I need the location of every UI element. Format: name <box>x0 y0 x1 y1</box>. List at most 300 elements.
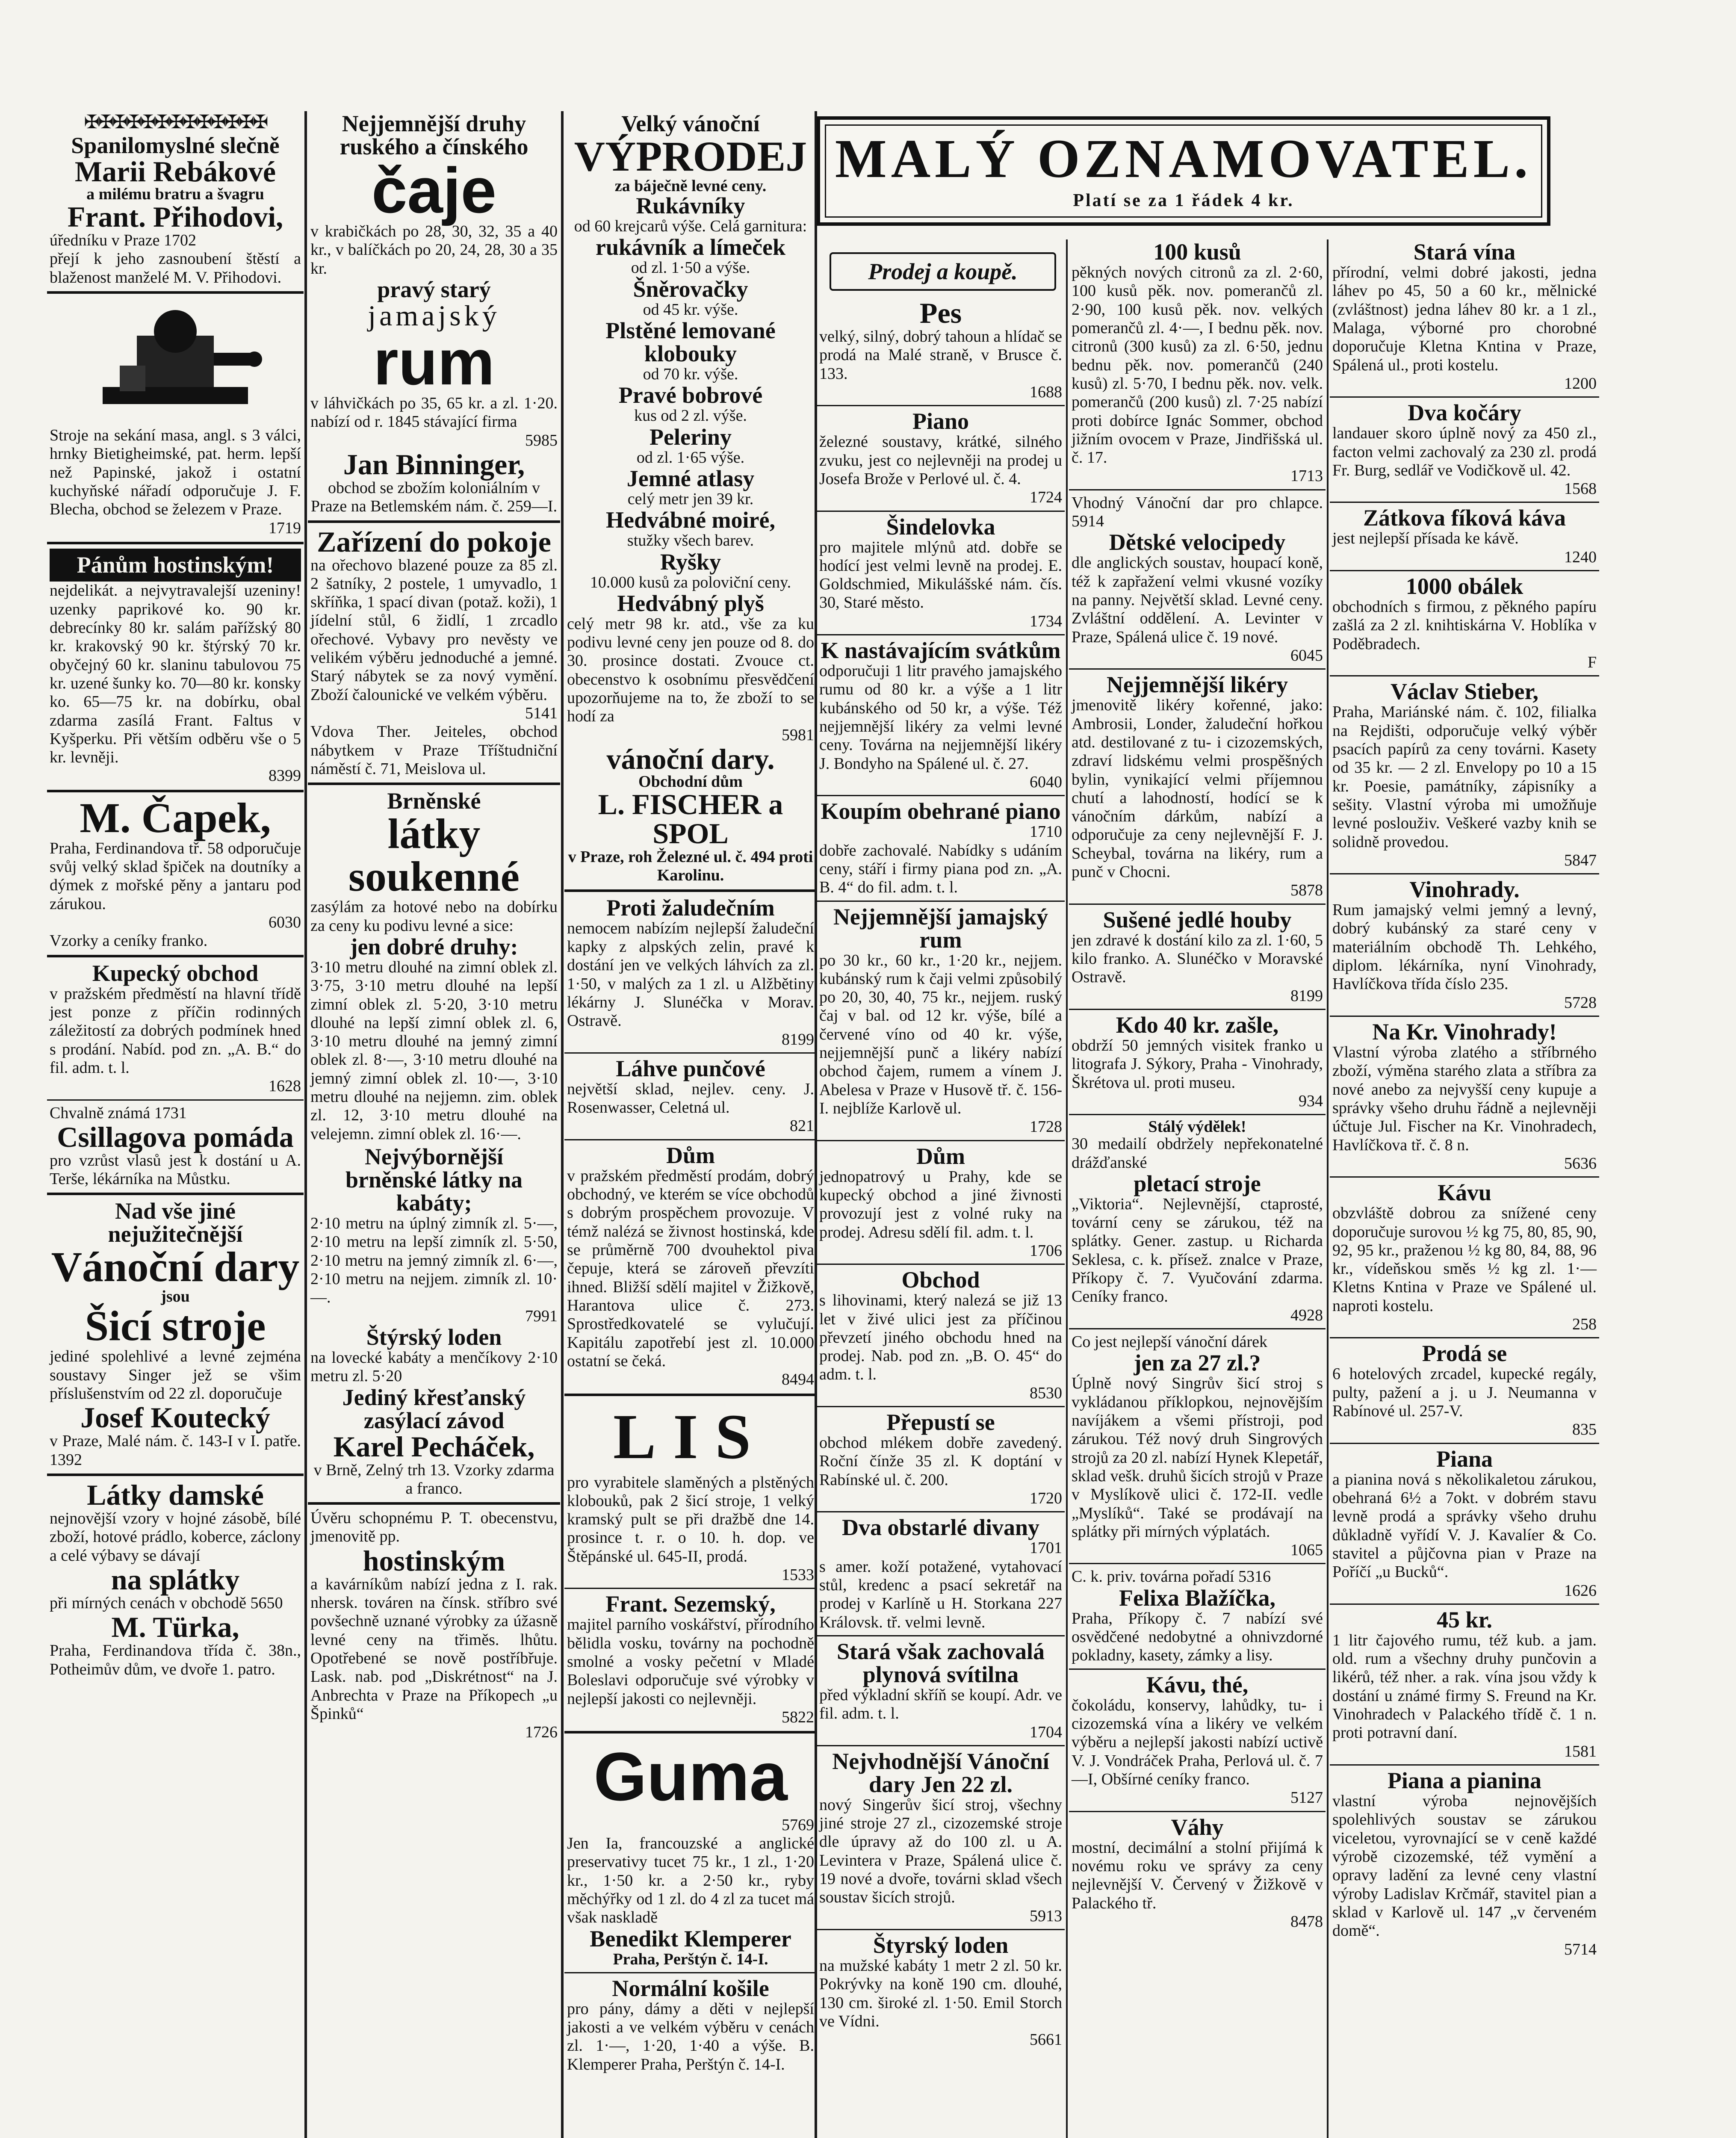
ad-title: Zařízení do pokoje <box>317 525 551 558</box>
ad-body: obchodních s firmou, z pěkného papíru zašlá za 2 zl. knihtiskárna V. Hoblíka v Poděbradech. <box>1332 598 1597 653</box>
ad-number: 1065 <box>1290 1541 1323 1559</box>
ad-svitilna <box>817 1639 1065 1742</box>
ad-title: pletací stroje <box>1134 1170 1261 1196</box>
ad-head: Nejvhodnější Vánoční dary Jen 22 zl. <box>832 1748 1049 1797</box>
ad-number: 1533 <box>782 1566 814 1584</box>
ad-body: 2·10 metru na úplný zimník zl. 5·—, 2·10 metru na lepší zimník zl. 5·50, 2·10 metru na jemný zimník zl. 6·—, 2·10 metru na nejjem. zimník zl. 10·—. <box>310 1214 558 1307</box>
ad-number: 8494 <box>782 1370 814 1389</box>
ad-hostinskym <box>308 1508 560 1742</box>
ad-head: Stará však zachovalá plynová svítilna <box>837 1638 1045 1687</box>
ad-text: jediné spolehlivé a levné zejména soustavy Singer jež se všim příslušenstvím od 22 zl. doporučuje <box>50 1347 301 1403</box>
ad-body: nejdelikát. a nejvytravalejší uzeniny! uzenky paprikové ko. 90 kr. debrecínky 80 kr. salám pařížský 80 kr. krakovský 90 kr. štýrský 70 kr. obyčejný 60 kr. slaninu tabulovou 75 kr. uzené šunky ko. 70—80 kr. konsky ko. 65—75 kr. na dobírku, obal zdarma zasílá Frant. Faltus v Kyšperku. Při větším odběru vše o 5 kr. levněji. <box>50 582 301 767</box>
sale-item-text: od 70 kr. výše. <box>643 365 738 383</box>
ad-body: landauer skoro úplně nový za 450 zl., facton velmi zachovalý za 230 zl. prodá Fr. Burg, sedlář ve Vodičkově ul. 42. <box>1332 424 1597 479</box>
ad-title: Jediný křesťanský zasýlací závod <box>342 1384 526 1433</box>
ad-number: 5981 <box>782 726 814 744</box>
ad-vahy <box>1069 1815 1326 1932</box>
ad-title: Šicí stroje <box>85 1302 266 1350</box>
ad-signature: Benedikt Klemperer <box>590 1925 791 1952</box>
ad-title: jen za 27 zl.? <box>1134 1350 1261 1376</box>
ad-body: největší sklad, nejlev. ceny. J. Rosenwasser, Celetná ul. <box>567 1080 814 1117</box>
ad-title: jen dobré druhy: <box>350 933 518 960</box>
ad-kr-vinohrady <box>1330 1019 1599 1174</box>
ad-title: Frant. Přihodovi, <box>67 201 283 233</box>
sale-item-name: Peleriny <box>650 424 732 450</box>
ad-obalky <box>1330 574 1599 673</box>
ad-kavu <box>1330 1180 1599 1335</box>
ad-signature: Karel Pecháček, <box>333 1430 535 1463</box>
ad-blazicek <box>1069 1567 1326 1666</box>
ad-body: jest nejlepší přísada ke kávě. <box>1332 529 1519 548</box>
ad-head: Šindelovka <box>886 514 995 540</box>
ad-number: 1200 <box>1564 374 1597 393</box>
ad-signature: L. FISCHER a SPOL <box>598 788 783 850</box>
column-rule <box>1066 239 1068 2138</box>
ad-number: 8199 <box>1290 986 1323 1005</box>
ad-title: pravý starý <box>377 276 491 302</box>
ad-signature: Jan Binninger, <box>343 448 525 481</box>
ad-head: Látky damské <box>87 1479 264 1512</box>
sale-item-name: Jemné atlasy <box>626 465 755 491</box>
column-rule <box>1327 239 1329 2138</box>
ad-head: Sušené jedlé houby <box>1103 907 1292 933</box>
ad-body: Vhodný Vánoční dar pro chlapce. <box>1072 493 1323 512</box>
ad-loden <box>817 1933 1065 2050</box>
ad-number: 1240 <box>1564 548 1597 566</box>
ad-head: C. k. priv. továrna pořadí <box>1072 1568 1234 1586</box>
ad-text: přejí k jeho zasnoubení štěstí a blaženost manželé M. V. Přihodovi. <box>50 250 301 286</box>
ad-text: Vdova Ther. Jeiteles, obchod nábytkem v Praze Tříštudniční náměstí č. 71, Meislova ul. <box>310 723 558 778</box>
ad-number: 5822 <box>782 1708 814 1726</box>
ad-number: 1628 <box>269 1077 301 1096</box>
sale-item-text: od zl. 1·65 výše. <box>636 448 745 467</box>
ad-body: jsou <box>161 1288 190 1306</box>
ad-body: pro pány, dámy a děti v nejlepší jakosti a ve velkém výběru v cenách zl. 1·—, 1·20, 1·40 a výše. B. Klemperer Praha, Perštýn č. 14-I. <box>567 1999 814 2073</box>
ad-number: 934 <box>1299 1092 1323 1110</box>
ad-number: 8530 <box>1030 1384 1062 1402</box>
ad-text: při mírných cenách v obchodě <box>50 1594 247 1612</box>
sale-item-text: od zl. 1·50 a výše. <box>631 259 750 277</box>
ad-fischer-vyprodej <box>564 111 817 886</box>
ad-number: 5127 <box>1290 1789 1323 1807</box>
ad-head: Piano <box>912 408 969 434</box>
ad-number: 1704 <box>1030 1723 1062 1741</box>
ad-body: Stroje na sekání masa, angl. s 3 válci, hrnky Bietigheimské, pat. herm. lepší než Papinské, jakož i ostatní kuchyňské nářadí odporučuje J. F. Blecha, obchod se železem v Praze. <box>50 426 301 519</box>
ad-body: přírodní, velmi dobré jakosti, jedna láhev po 45, 50 a 60 kr., mělnické (zvláštnost) jedna láhev 80 kr. a 1 zl., Malaga, výborné pro chorobné doporučuje Kletna Kntina v Praze, Spálená ul., proti kostelu. <box>1332 263 1597 374</box>
ad-body: majitel parního voskářství, přírodního bělidla vosku, továrny na pochodně smolné a vosky pečetní v Mladé Boleslavi odporučuje své výrobky v nejlepší jakosti co nejlevněji. <box>567 1615 814 1708</box>
ad-body: 6 hotelových zrcadel, kupecké regály, pulty, pažení a j. u J. Neumanna v Rabínové ul. 257-V. <box>1332 1365 1597 1420</box>
ad-visitky <box>1069 1013 1326 1111</box>
ad-body: pěkných nových citronů za zl. 2·60, 100 kusů pěk. nov. pomerančů zl. 2·90, 100 kusů pěk. nov. velkých pomerančů zl. 4·—, I bednu pěk. nov. citronů (300 kusů) za zl. 6·50, jednu bednu pěk. nov. pomerančů (240 kusů) zl. 5·70, I bednu pěk. nov. velk. pomerančů (200 kusů) zl. 7·25 nabízí proti dobírce Ignác Sommer, obchod jižním ovocem v Praze, Jindřišská ul. č. 17. <box>1072 263 1323 467</box>
sale-item-name: Hedvábný plyš <box>617 590 764 616</box>
ad-title: Csillagova pomáda <box>57 1120 294 1153</box>
ad-title: brněnské látky na kabáty; <box>345 1167 523 1216</box>
ad-title: Vánoční dary <box>51 1243 300 1291</box>
ad-number: 1720 <box>1030 1489 1062 1507</box>
sale-item-text: celý metr 98 kr. atd., vše za ku podivu levné ceny jen pouze od 8. do 30. prosince dostati. Zvouce ct. obecenstvo k osobnímu přesvědčení upozorňujeme na to, že zboží to se hodí za <box>567 614 814 726</box>
ad-guma <box>564 1737 817 1970</box>
ad-head: Kávu <box>1437 1180 1492 1206</box>
ad-body: Praha, Mariánské nám. č. 102, filialka na Rejdišti, odporučuje velký výběr psacích papírů za ceny továrni. Kasety od 35 kr. — 2 zl. Envelopy po 10 a 15 kr. Poesie, památníky, zápisníky a sešity. Vlastní výroba mi umožňuje levné poslouživ. Veškeré vazby knih se solidně provedou. <box>1332 703 1597 851</box>
ad-head: Na Kr. Vinohrady! <box>1372 1019 1557 1045</box>
ad-45kr <box>1330 1607 1599 1762</box>
ad-jamajsky-rum <box>817 904 1065 1137</box>
ad-number: 5769 <box>782 1816 814 1834</box>
ad-koutecky <box>47 1199 304 1470</box>
ad-piana <box>1330 1447 1599 1601</box>
sale-item-text: od 60 krejcarů výše. Celá garnitura: <box>574 217 807 235</box>
ad-number: 5914 <box>1072 512 1104 531</box>
sale-item-name: Plstěné lemované klobouky <box>605 317 776 366</box>
classifieds-column-3 <box>1330 239 1599 2138</box>
ad-number: 1728 <box>1030 1118 1062 1136</box>
ad-body: Praha, Ferdinandova tř. 58 odporučuje svůj velký sklad špiček na doutníky a dýmek z mořské pěny a jantaru pod zárukou. <box>50 839 301 913</box>
ad-number: 1701 <box>1030 1539 1062 1557</box>
ad-body: nový Singerův šicí stroj, všechny jiné stroje 27 zl., cizozemské stroje dle úpravy až do 100 zl. u A. Levintera v Praze, Spálená ulice č. 19 nové a dvoře, továrni sklad všech soustav šicích strojů. <box>819 1795 1062 1907</box>
ad-kosile <box>564 1976 817 2075</box>
ad-body: nejnovější vzory v hojné zásobě, bílé zboží, hotové prádlo, koberce, záclony a celé výbavy se dávají <box>50 1509 301 1565</box>
ad-latky-soukenne <box>308 788 560 1144</box>
ad-text: Praha, Perštýn č. 14-I. <box>613 1950 768 1968</box>
ad-number: 1568 <box>1564 480 1597 498</box>
ad-title: na splátky <box>111 1563 240 1596</box>
ad-number: 1392 <box>50 1450 82 1469</box>
ad-title: hostinským <box>363 1544 505 1577</box>
ad-number: 821 <box>790 1117 814 1135</box>
ad-title: M. Čapek, <box>80 794 271 842</box>
ad-body: velký, silný, dobrý tahoun a hlídač se prodá na Malé straně, v Brusce č. 133. <box>819 328 1062 383</box>
ad-number: 5316 <box>1238 1568 1271 1586</box>
ad-head: Láhve punčové <box>616 1055 765 1081</box>
ad-body: pro vyrabitele slaměných a plstěných klobouků, pak 2 šicí stroje, 1 velký kramský pult se při dražbě dne 14. prosince t. r. o 10. h. dop. ve Štěpánské ul. 645-II, prodá. <box>567 1473 814 1565</box>
ad-body: před výkladní skříň se koupí. Adr. ve fil. adm. t. l. <box>819 1686 1062 1723</box>
ad-text: 3·10 metru dlouhé na zimní oblek zl. 3·75, 3·10 metru dlouhé na lepší zimní oblek zl. 5·20, 3·10 metru dlouhé na lepší zimní oblek zl. 6, 3·10 metru dlouhé na jemný zimní oblek zl. 8·—, 3·10 metru dlouhé na jemný zimní oblek zl. 10·—, 3·10 metru dlouhé na nejjemn. zim. oblek zl. 12, 3·10 metru dlouhé na velejemn. zimní oblek zl. 16·—. <box>310 958 558 1143</box>
ad-head: Pes <box>919 297 962 329</box>
ad-pechacek <box>308 1144 560 1499</box>
ad-koupim-piano <box>817 799 1065 898</box>
ad-number: 5650 <box>250 1594 283 1612</box>
ad-head: Přepustí se <box>886 1409 995 1435</box>
ad-title: LIS <box>613 1401 768 1472</box>
ad-body: Úvěru schopnému P. T. obecenstvu, jmenovitě pp. <box>310 1509 558 1546</box>
ad-sezemsky <box>564 1592 817 1728</box>
classifieds-banner <box>817 116 1550 226</box>
classifieds-column-1 <box>817 239 1065 2138</box>
ad-head: Nejjemnější druhy ruského a čínského <box>340 111 528 159</box>
column-1 <box>47 111 304 2138</box>
ad-likery <box>1069 672 1326 901</box>
ad-kupecky-obchod <box>47 961 304 1097</box>
ad-head: 1000 obálek <box>1405 573 1523 599</box>
ad-dum-u-prahy <box>817 1144 1065 1261</box>
ad-body: Chvalně známá <box>50 1104 151 1122</box>
banner-subtitle: Platí se za 1 řádek 4 kr. <box>1073 191 1294 210</box>
ad-kavu-the <box>1069 1672 1326 1808</box>
ad-number: 1626 <box>1564 1581 1597 1600</box>
ad-number: 7991 <box>525 1307 558 1325</box>
ad-title: látky soukenné <box>348 810 520 901</box>
ad-head: Dva obstarlé divany <box>841 1515 1040 1541</box>
sale-items <box>567 194 814 726</box>
ad-number: 4928 <box>1290 1306 1323 1324</box>
sale-item-text: stužky všech barev. <box>627 532 754 550</box>
ad-number: 258 <box>1572 1315 1597 1334</box>
ad-jeiteles <box>308 526 560 780</box>
ad-title: VÝPRODEJ <box>574 133 807 180</box>
ad-pes <box>817 298 1065 402</box>
ad-svatkum <box>817 638 1065 792</box>
ad-body: za báječně levné ceny. <box>614 177 767 195</box>
ad-vinohrady <box>1330 877 1599 1013</box>
ad-body: zasýlám za hotové nebo na dobírku za ceny ku podivu levné a sice: <box>310 898 558 935</box>
ad-head: Velký vánoční <box>621 111 760 136</box>
column-rule <box>561 111 564 2138</box>
ad-head: Prodá se <box>1422 1341 1507 1367</box>
ad-body: na mužské kabáty 1 metr 2 zl. 50 kr. Pokrývky na koně 190 cm. dlouhé, 130 cm. široké zl. 1·50. Emil Storch ve Vídni. <box>819 1957 1062 2030</box>
ad-body: v pražském předměstí prodám, dobrý obchodný, ve kterém se více obchodů s dobrým prospěchem provozuje. V témž nalézá se živnost hostinská, kde se průměrně 700 dvouhektol piva čepuje, která se zároveň převzíti ihned. Bližší sdělí majitel v Žižkově, Harantova ulice č. 273. Sprostředkovatelé se vylučují. Kapitálu zapotřebí jest zl. 10.000 ostatní se čeká. <box>567 1166 814 1370</box>
ad-body: s lihovinami, který nalezá se již 13 let v živé ulici jest za příčinou převzetí jiného obchodu hned na prodej. Nab. pod zn. „B. O. 45“ do adm. t. l. <box>819 1291 1062 1384</box>
ad-head: Piana a pianina <box>1387 1768 1542 1793</box>
ad-number: 5985 <box>525 431 558 449</box>
ad-faltus <box>47 548 304 786</box>
ad-head: Normální košile <box>612 1975 769 2001</box>
ad-head: Kdo 40 kr. zašle, <box>1116 1012 1279 1038</box>
ad-body: železné soustavy, krátké, silného zvuku, jest co nejlevněji na prodej u Josefa Brože v Perlové ul. č. 4. <box>819 433 1062 488</box>
ad-head: Dům <box>916 1143 965 1169</box>
ad-number: 1702 <box>163 231 196 249</box>
ad-number: 1688 <box>1030 383 1062 401</box>
ad-capek <box>47 796 304 951</box>
ad-number: 1726 <box>525 1723 558 1742</box>
ad-head: Váhy <box>1171 1814 1224 1840</box>
ad-head: 45 kr. <box>1436 1606 1493 1633</box>
ad-text: „Viktoria“. Nejlevnější, ctaprosté, tovární ceny se zárukou, též na splátky. Gener. zastup. u Richarda Seklesa, c. k. přísež. znalce v Praze, Příkopy č. 7. Vyučování zdarma. Ceníky franco. <box>1072 1195 1323 1306</box>
ad-text: v Praze, Malé nám. č. 143-I v I. patře. <box>50 1432 301 1450</box>
ad-number: 5847 <box>1564 851 1597 869</box>
ad-text: pro vzrůst vlasů jest k dostání u A. Terše, lékárníka na Můstku. <box>50 1151 301 1188</box>
ad-body: 1 litr čajového rumu, též kub. a jam. old. rum a všechny druhy punčovin a likérů, též nher. a rak. vína jsou vždy k dostání u známé firmy S. Freund na Kr. Vinohradech v Palackého třídě č. 1 n. proti potravní daní. <box>1332 1631 1597 1742</box>
ad-text: Vzorky a ceníky franko. <box>50 932 208 950</box>
ad-divany <box>817 1515 1065 1633</box>
ad-number: 5636 <box>1564 1154 1597 1172</box>
ad-head: Kupecký obchod <box>92 960 259 986</box>
ad-title: vánoční dary. <box>606 743 775 775</box>
ad-head: Frant. Sezemský, <box>605 1591 776 1617</box>
sale-item-text: celý metr jen 39 kr. <box>627 490 754 508</box>
ad-number: 1731 <box>154 1104 187 1122</box>
ad-title: Marii Rebákové <box>74 155 276 188</box>
ad-number: 5141 <box>525 704 558 722</box>
ad-head: Stará vína <box>1413 239 1516 265</box>
ad-text: dle anglických soustav, houpací koně, též k zapřažení velmi vkusné vozíky na panny. Největší sklad. Levné ceny. Zvláštní oddělení. A. Levinter v Praze, Spálená ulice č. 19 nové. <box>1072 554 1323 646</box>
ad-citrony <box>1069 239 1326 487</box>
ad-lahve <box>564 1056 817 1137</box>
ornament-border: ✠✠✠✠✠✠✠✠✠✠✠✠✠ <box>84 112 267 133</box>
ad-lis <box>564 1400 817 1586</box>
sale-item-name: Pravé bobrové <box>618 382 763 408</box>
ad-number: 8199 <box>782 1030 814 1048</box>
ad-signature: Josef Koutecký <box>80 1401 270 1434</box>
sale-item-name: Hedvábné moiré, <box>606 507 775 533</box>
ad-text: obchod se zbožím koloniálním v Praze na Betlemském nám. č. 259—I. <box>310 478 558 516</box>
ad-proda-se <box>1330 1341 1599 1440</box>
ad-body: a milému bratru a švagru <box>86 185 264 203</box>
ad-head: Stálý výdělek! <box>1148 1118 1246 1136</box>
ad-fikova-kava <box>1330 505 1599 567</box>
ad-head: Proti žaludečním <box>606 895 775 921</box>
ad-body: jednopatrový u Prahy, kde se kupecký obchod a jiné živnosti provozují jest z volné ruky na prodej. Adresu sdělí fil. adm. t. l. <box>819 1167 1062 1241</box>
ad-number: 8399 <box>269 767 301 785</box>
ad-body: čokoládu, konservy, lahůdky, tu- i cizozemská vína a likéry ve velkém výběru a nejlepší jakosti nabízí uctivě V. J. Vondráček Praha, Perlová ul. č. 7—I, Obšírné ceníky franco. <box>1072 1696 1323 1788</box>
ad-number: 5714 <box>1564 1940 1597 1958</box>
sale-item-name: Rukávníky <box>636 193 745 219</box>
ad-title: Guma <box>593 1738 788 1815</box>
ad-title: rum <box>373 326 495 398</box>
ad-head: K nastávajícím svátkům <box>821 638 1061 664</box>
classifieds-column-2 <box>1069 239 1326 2138</box>
ad-head: Nejvýbornější <box>365 1144 503 1169</box>
ad-body: obchod mlékem dobře zavedený. Roční čínže 35 zl. K doptání v Rabínské ul. č. 200. <box>819 1434 1062 1489</box>
ad-head: Piana <box>1436 1446 1493 1472</box>
ad-engagement <box>47 133 304 288</box>
ad-head: Brněnské <box>387 788 481 814</box>
column-rule <box>304 111 307 2138</box>
ad-body: Úplně nový Singrův šicí stroj s vykládanou příklopkou, nejnovějším navíjákem a všemi přístroji, pod zárukou. Též nový druh Singrových strojů za 20 zl. nabízí Hynek Klepetář, sklad vešk. druhů šicích strojů v Praze v Myslíkově ulici č. 172-II. vedle „Myslíků“. Také se prodávají na splátky při mírných výplatách. <box>1072 1374 1323 1541</box>
ad-head: Václav Stieber, <box>1391 679 1538 705</box>
ad-blecha <box>47 425 304 538</box>
ad-binninger <box>308 111 560 517</box>
ad-signature: M. Türka, <box>111 1611 239 1644</box>
ad-head: Nejjemnější jamajský rum <box>833 904 1048 953</box>
ad-body: a pianina nová s několikaletou zárukou, obehraná 6½ a 7okt. v dobrém stavu levně prodá a správky všeho druhu důkladně vyřídí V. J. Kavalíer & Co. stavitel a půjčovna pian v Praze na Poříčí „u Bucků“. <box>1332 1470 1597 1581</box>
ad-body: odporučuji 1 litr pravého jamajského rumu od 80 kr. a výše a 1 litr kubánského od 50 kr, a výše. Též nejjemnější likéry za velmi levné ceny. Továrna na nejjemnější likéry J. Bondyho na Spálené ul. č. 27. <box>819 662 1062 773</box>
ad-sindelovka <box>817 514 1065 632</box>
ad-obchod <box>817 1267 1065 1403</box>
ad-title: Štýrský loden <box>366 1324 502 1350</box>
ad-number: 1724 <box>1030 488 1062 507</box>
ad-number: 1710 <box>1030 823 1062 841</box>
ad-text: a kavárníkům nabízí jedna z I. rak. nhersk. továren na čínsk. stříbro své povšechně uznané výrobky za úžasně levné ceny na třiměs. lhůtu. Opotřebené se nově postříbřuje. Lask. nab. pod „Diskrétnost“ na J. Anbrechta v Praze na Příkopech „u Špinků“ <box>310 1575 558 1723</box>
ad-head: Zátkova fíková káva <box>1363 505 1566 531</box>
ad-head: 100 kusů <box>1153 239 1241 265</box>
ad-body: obdrží 50 jemných visitek franko u litografa J. Sýkory, Praha - Vinohrady, Škrétova ul. proti museu. <box>1072 1036 1323 1092</box>
ad-27zl <box>1069 1332 1326 1560</box>
ad-turka <box>47 1479 304 1680</box>
ad-head: Dva kočáry <box>1408 400 1521 426</box>
ad-houby <box>1069 907 1326 1006</box>
ad-number: 5661 <box>1030 2031 1062 2049</box>
ad-body: na ořechovo blazené pouze za 85 zl. 2 šatníky, 2 postele, 1 umyvadlo, 1 skříňka, 1 spací divan (potaž. koži), 1 jídelní stůl, 6 židlí, 1 zrcadlo ořechové. Vybavy pro nevěsty ve velikém výběru jednoduché a jemné. Starý nábytek se za nový vymění. Zboží čalounické ve velkém výběru. <box>310 556 558 704</box>
ad-title: Felixa Blažíčka, <box>1119 1585 1275 1611</box>
ad-head: Dům <box>666 1142 715 1168</box>
ad-zaludecni <box>564 895 817 1050</box>
sale-item-name: Šněrovačky <box>633 276 748 302</box>
ad-head: Nad vše jiné nejužitečnější <box>108 1198 243 1247</box>
ad-title: čaje <box>372 154 496 226</box>
ad-body: jmenovitě likéry kořenné, jako: Ambrosii, Londer, žaludeční hořkou atd. destilované z tu- i cizozemských, zdraví lidskému velmi prospěšných bylin, vynikající velmi příjemnou chutí a lahodností, hodící se k vánočním dárkům, nabízí a odporučuje za ceny nejlevnější F. J. Scheybal, továrna na likéry, rum a punč v Chocni. <box>1072 696 1323 881</box>
sale-item-name: Ryšky <box>660 549 721 575</box>
ad-number: 1734 <box>1030 612 1062 630</box>
sale-item-name: rukávník a límeček <box>595 234 786 260</box>
ad-number: 6040 <box>1030 773 1062 791</box>
ad-stieber <box>1330 679 1599 871</box>
ad-number: 1581 <box>1564 1742 1597 1760</box>
ad-body: Rum jamajský velmi jemný a levný, dobrý kubánský za staré ceny v materiálním obchodě Th. Lehkého, diplom. lékárníka, nyní Vinohrady, Havlíčkova třída číslo 235. <box>1332 901 1597 993</box>
ad-number: 5728 <box>1564 993 1597 1012</box>
ad-number: 1706 <box>1030 1241 1062 1260</box>
ad-head: Obchod <box>901 1267 980 1293</box>
ad-body: po 30 kr., 60 kr., 1·20 kr., nejjem. kubánský rum k čaji velmi způsobilý po 20, 30, 40, 75 kr., nejjem. ruský čaj v bal. od 12 kr. výše, bílé a červené víno od 40 kr. výše, nejjemnější punč a likéry nabízí obchod čajem, rumem a vínem J. Abelesa v Praze v Husově tř. č. 156-I. nejblíže Karlově ul. <box>819 951 1062 1117</box>
ad-title: jamajský <box>368 299 500 332</box>
ad-dum <box>564 1143 817 1390</box>
ad-head: Spanilomyslné slečně <box>71 133 280 158</box>
ad-head: Vinohrady. <box>1409 877 1520 903</box>
ad-text: v Praze, roh Železné ul. č. 494 proti Karolinu. <box>568 848 813 885</box>
ad-prepusti <box>817 1410 1065 1509</box>
ad-number: 8478 <box>1290 1912 1323 1931</box>
ad-head: Dětské velocipedy <box>1109 529 1286 555</box>
ad-body: Vlastní výroba zlatého a stříbrného zboží, výměna starého zlata a stříbra za nové anebo za nejvyšší ceny kupuje a správky všeho druhu řádně a nejlevněji účtuje Jul. Fischer na Kr. Vinohradech, Havlíčkova tř. č. 8 n. <box>1332 1043 1597 1154</box>
sale-item-text: od 45 kr. výše. <box>643 300 738 319</box>
ad-piano <box>817 409 1065 508</box>
meat-grinder-icon <box>86 301 265 421</box>
ad-text: Obchodní dům <box>638 773 743 791</box>
ad-body: v pražském předměstí na hlavní třídě jest ponze z příčin rodinných záležitostí za dobrých podmínek hned s prodání. Nabíd. pod zn. „A. B.“ do fil. adm. t. l. <box>50 984 301 1077</box>
ad-stara-vina <box>1330 239 1599 394</box>
ad-body: Praha, Příkopy č. 7 nabízí své osvědčené nedobytné a ohnivzdorné pokladny, kasety, zámky a lisy. <box>1072 1609 1323 1665</box>
sale-item-text: kus od 2 zl. výše. <box>634 407 747 425</box>
ad-body: jen zdravé k dostání kilo za zl. 1·60, 5 kilo franko. A. Slunéčko v Moravské Ostravě. <box>1072 931 1323 986</box>
ad-text: v Brně, Zelný trh 13. Vzorky zdarma a franco. <box>313 1461 555 1497</box>
ad-body: s amer. koží potažené, vytahovací stůl, kredenc a psací sekretář na prodej v Karlíně u H. Storkana 227 Královsk. tř. velmi levně. <box>819 1557 1062 1631</box>
ad-body: Jen Ia, francouzské a anglické preservativy tucet 75 kr., 1 zl., 1·20 kr., 1·50 kr. a 2·50 kr., ryby měchýřky od 1 zl. do 4 zl za tucet má však naskladě <box>567 1834 814 1927</box>
ad-number: 6045 <box>1290 646 1323 664</box>
ad-number: 1713 <box>1290 467 1323 485</box>
ad-body: dobře zachovalé. Nabídky s udáním ceny, stáří i firmy piana pod zn. „A. B. 4“ do fil. adm. t. l. <box>819 841 1062 897</box>
ad-head: Pánům hostinským! <box>50 549 301 582</box>
ad-jen-22 <box>817 1749 1065 1926</box>
ad-head: Co jest nejlepší vánoční dárek <box>1072 1333 1267 1351</box>
ad-number: 5878 <box>1290 881 1323 900</box>
ad-kocary <box>1330 400 1599 499</box>
ad-text: Praha, Ferdinandova třída č. 38n., Potheimův dům, ve dvoře 1. patro. <box>50 1642 301 1678</box>
ad-number: 835 <box>1572 1420 1597 1439</box>
ad-body: úředníku v Praze <box>50 231 160 249</box>
ad-head: Koupím obehrané piano <box>821 798 1061 824</box>
ad-body: mostní, decimální a stolní přijímá k novému roku ve správy za ceny nejlevnější V. Červený v Žižkově v Palackého tř. <box>1072 1838 1323 1912</box>
section-heading: Prodej a koupě. <box>830 252 1056 291</box>
meat-grinder-illustration <box>47 297 304 425</box>
column-3 <box>564 111 817 2138</box>
ad-text: v láhvičkách po 35, 65 kr. a zl. 1·20. nabízí od r. 1845 stávající firma <box>310 394 558 431</box>
ad-number: 1719 <box>269 519 301 537</box>
sale-item-text: 10.000 kusů za poloviční ceny. <box>590 573 791 591</box>
ad-pletaci-stroje <box>1069 1118 1326 1326</box>
ad-number: 5913 <box>1030 1907 1062 1925</box>
ad-head: Kávu, thé, <box>1146 1671 1249 1698</box>
ad-body: vlastní výroba nejnovějších spolehlivých soustav se zárukou viceletou, vyrovnající se v ceně každé výrobě cizozemské, též vymění a opravy ladění za levné ceny vlastní výroby Ladislav Krčmář, stavitel pian a sklad v Karlově ul. 147 „v červeném domě“. <box>1332 1792 1597 1940</box>
ad-body: v krabičkách po 28, 30, 32, 35 a 40 kr., v balíčkách po 20, 24, 28, 30 a 35 kr. <box>310 222 558 278</box>
ad-body: obzvláště dobrou za snížené ceny doporučuje surovou ½ kg 75, 80, 85, 90, 92, 95 kr., praženou ½ kg 80, 84, 88, 96 kr., vídeňskou směs ½ kg zl. 1·— Kletns Kntina v Praze ve Spálené ul. naproti kostelu. <box>1332 1204 1597 1315</box>
ad-body: nemocem nabízím nejlepší žaludeční kapky z alpských zelin, pravé k dostání jen ve velkých láhvích za zl. 1·50, v malých za 1 zl. u Alžbětiny lékárny J. Slunéčka v Morav. Ostravě. <box>567 919 814 1030</box>
ad-number: 6030 <box>269 913 301 932</box>
ad-head: Štyrský loden <box>873 1932 1009 1958</box>
banner-title: MALÝ OZNAMOVATEL. <box>835 128 1532 189</box>
ad-pomada <box>47 1103 304 1190</box>
ad-velocipedy <box>1069 493 1326 666</box>
ad-body: 30 medailí obdržely nepřekonatelné drážďanské <box>1072 1135 1323 1172</box>
ad-body: pro majitele mlýnů atd. dobře se hodící jest velmi levně na prodej. E. Goldschmied, Mikulášské nám. čís. 30, Staré město. <box>819 538 1062 612</box>
